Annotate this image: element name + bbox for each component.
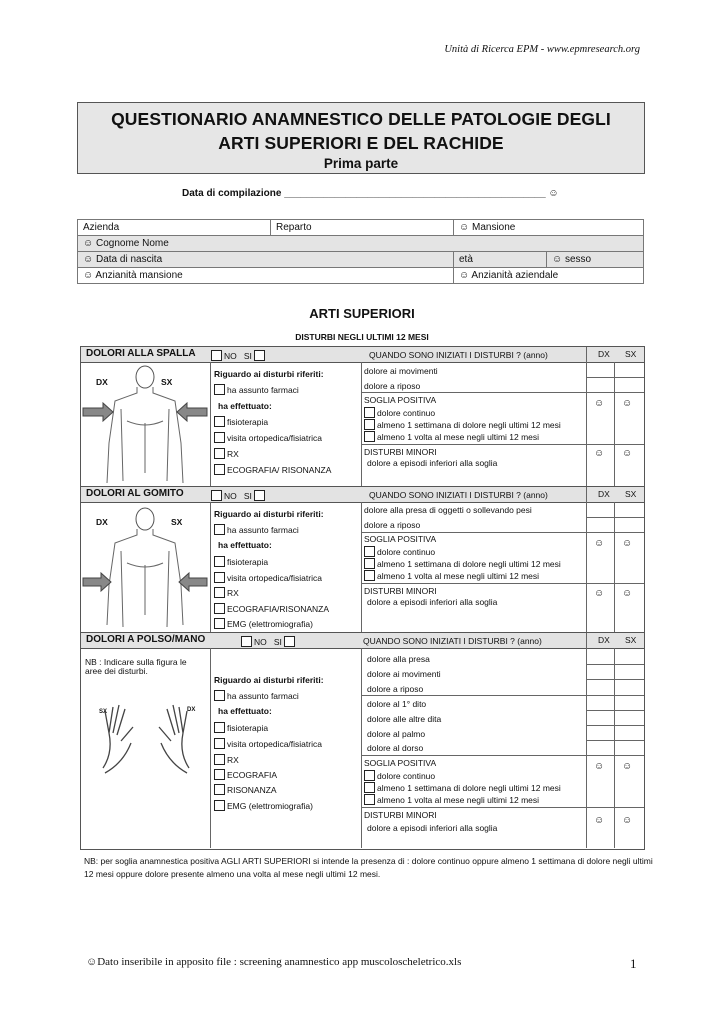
eco-label: ECOGRAFIA/ RISONANZA	[227, 465, 332, 475]
rx-checkbox[interactable]	[214, 754, 225, 765]
farmaci-label: ha assunto farmaci	[227, 385, 299, 395]
emg-label: EMG (elettromiografia)	[227, 619, 313, 629]
rx-label: RX	[227, 449, 239, 459]
settimana-checkbox[interactable]	[364, 558, 375, 569]
visita-checkbox[interactable]	[214, 572, 225, 583]
settimana-checkbox[interactable]	[364, 419, 375, 430]
emg-label: EMG (elettromiografia)	[227, 801, 313, 811]
arti-superiori-heading: ARTI SUPERIORI	[309, 306, 415, 321]
title-line2: ARTI SUPERIORI E DEL RACHIDE	[218, 133, 504, 153]
emg-checkbox[interactable]	[214, 800, 225, 811]
title-line1: QUESTIONARIO ANAMNESTICO DELLE PATOLOGIE DEGLI	[111, 109, 611, 129]
dx-label: DX	[96, 377, 108, 387]
minori-label: DISTURBI MINORI	[364, 586, 437, 596]
azienda-field[interactable]: Azienda	[78, 220, 271, 236]
polso-d4: dolore alle altre dita	[367, 714, 442, 724]
dx-label: DX	[598, 635, 610, 645]
title-subtitle: Prima parte	[323, 156, 399, 171]
polso-d1: dolore ai movimenti	[367, 669, 441, 679]
fisioterapia-checkbox[interactable]	[214, 416, 225, 427]
quando-label: QUANDO SONO INIZIATI I DISTURBI ? (anno)	[369, 350, 548, 360]
smile-icon: ☺	[594, 815, 605, 826]
section-gomito	[80, 486, 645, 634]
anz-mansione-field[interactable]: ☺ Anzianità mansione	[78, 268, 454, 284]
gomito-title: DOLORI AL GOMITO	[86, 488, 184, 499]
smile-icon: ☺	[622, 588, 633, 599]
si-label: SI	[243, 351, 252, 361]
visita-label: visita ortopedica/fisiatrica	[227, 433, 322, 443]
effettuato-label: ha effettuato:	[218, 540, 272, 550]
continuo-label: dolore continuo	[377, 771, 436, 781]
settimana-label: almeno 1 settimana di dolore negli ultimi 12 mesi	[377, 559, 561, 569]
mese-checkbox[interactable]	[364, 570, 375, 581]
eco-label: ECOGRAFIA	[227, 770, 278, 780]
cognome-field[interactable]: ☺ Cognome Nome	[78, 236, 644, 252]
smile-icon: ☺	[622, 398, 633, 409]
visita-checkbox[interactable]	[214, 432, 225, 443]
header-site: Unità di Ricerca EPM - www.epmresearch.org	[444, 44, 640, 55]
sx-label: SX	[625, 489, 637, 499]
rx-label: RX	[227, 588, 239, 598]
fisioterapia-label: fisioterapia	[227, 723, 269, 733]
minori-label: DISTURBI MINORI	[364, 447, 437, 457]
settimana-label: almeno 1 settimana di dolore negli ultimi 12 mesi	[377, 783, 561, 793]
mese-checkbox[interactable]	[364, 794, 375, 805]
spalla-si-checkbox[interactable]	[254, 350, 265, 361]
soglia-label: SOGLIA POSITIVA	[364, 534, 437, 544]
polso-si-checkbox[interactable]	[284, 636, 295, 647]
continuo-checkbox[interactable]	[364, 407, 375, 418]
sx-label: SX	[171, 517, 183, 527]
rx-checkbox[interactable]	[214, 448, 225, 459]
farmaci-checkbox[interactable]	[214, 690, 225, 701]
eco-label: ECOGRAFIA/RISONANZA	[227, 604, 330, 614]
mese-checkbox[interactable]	[364, 431, 375, 442]
minori-label: DISTURBI MINORI	[364, 810, 437, 820]
section-polso	[80, 632, 645, 850]
riguardo-label: Riguardo ai disturbi riferiti:	[214, 369, 324, 379]
info-table	[77, 219, 644, 284]
spalla-d2: dolore a riposo	[364, 381, 421, 391]
polso-d6: dolore al dorso	[367, 743, 424, 753]
polso-d2: dolore a riposo	[367, 684, 424, 694]
polso-d5: dolore al palmo	[367, 729, 426, 739]
mese-label: almeno 1 volta al mese negli ultimi 12 mesi	[377, 795, 540, 805]
title-box	[77, 102, 645, 174]
fisioterapia-label: fisioterapia	[227, 557, 269, 567]
continuo-label: dolore continuo	[377, 547, 436, 557]
fisioterapia-checkbox[interactable]	[214, 556, 225, 567]
effettuato-label: ha effettuato:	[218, 401, 272, 411]
polso-d0: dolore alla presa	[367, 654, 430, 664]
eco-checkbox[interactable]	[214, 603, 225, 614]
smile-icon: ☺	[594, 588, 605, 599]
soglia-label: SOGLIA POSITIVA	[364, 758, 437, 768]
soglia-label: SOGLIA POSITIVA	[364, 395, 437, 405]
quando-label: QUANDO SONO INIZIATI I DISTURBI ? (anno)	[369, 490, 548, 500]
no-label: NO	[224, 491, 237, 501]
mese-label: almeno 1 volta al mese negli ultimi 12 mesi	[377, 571, 540, 581]
risonanza-label: RISONANZA	[227, 785, 277, 795]
mese-label: almeno 1 volta al mese negli ultimi 12 mesi	[377, 432, 540, 442]
episodi-label: dolore a episodi inferiori alla soglia	[367, 823, 498, 833]
fisioterapia-label: fisioterapia	[227, 417, 269, 427]
no-label: NO	[254, 637, 267, 647]
farmaci-label: ha assunto farmaci	[227, 525, 299, 535]
eco-checkbox[interactable]	[214, 769, 225, 780]
sx-label: SX	[625, 349, 637, 359]
polso-no-checkbox[interactable]	[241, 636, 252, 647]
rx-label: RX	[227, 755, 239, 765]
visita-label: visita ortopedica/fisiatrica	[227, 739, 322, 749]
continuo-checkbox[interactable]	[364, 546, 375, 557]
dx-label: DX	[96, 517, 108, 527]
anz-aziendale-field[interactable]: ☺ Anzianità aziendale	[454, 268, 644, 284]
rx-checkbox[interactable]	[214, 587, 225, 598]
body-figure-elbow[interactable]	[81, 503, 209, 631]
gomito-si-checkbox[interactable]	[254, 490, 265, 501]
reparto-field[interactable]: Reparto	[271, 220, 454, 236]
sx-label: SX	[161, 377, 173, 387]
spalla-title: DOLORI ALLA SPALLA	[86, 348, 196, 359]
page-number: 1	[630, 956, 637, 971]
no-label: NO	[224, 351, 237, 361]
nascita-field[interactable]: ☺ Data di nascita	[78, 252, 454, 268]
dx-label: DX	[187, 707, 196, 713]
si-label: SI	[243, 491, 252, 501]
risonanza-checkbox[interactable]	[214, 784, 225, 795]
continuo-label: dolore continuo	[377, 408, 436, 418]
quando-label: QUANDO SONO INIZIATI I DISTURBI ? (anno)	[363, 636, 542, 646]
visita-label: visita ortopedica/fisiatrica	[227, 573, 322, 583]
episodi-label: dolore a episodi inferiori alla soglia	[367, 597, 498, 607]
eco-checkbox[interactable]	[214, 464, 225, 475]
section-spalla	[80, 346, 645, 488]
episodi-label: dolore a episodi inferiori alla soglia	[367, 458, 498, 468]
visita-checkbox[interactable]	[214, 738, 225, 749]
smile-icon: ☺	[622, 448, 633, 459]
dx-label: DX	[598, 349, 610, 359]
riguardo-label: Riguardo ai disturbi riferiti:	[214, 509, 324, 519]
sesso-field[interactable]: ☺ sesso	[547, 252, 644, 268]
polso-title: DOLORI A POLSO/MANO	[86, 634, 206, 645]
farmaci-checkbox[interactable]	[214, 524, 225, 535]
settimana-label: almeno 1 settimana di dolore negli ultimi 12 mesi	[377, 420, 561, 430]
fisioterapia-checkbox[interactable]	[214, 722, 225, 733]
dx-label: DX	[598, 489, 610, 499]
riguardo-label: Riguardo ai disturbi riferiti:	[214, 675, 324, 685]
spalla-no-checkbox[interactable]	[211, 350, 222, 361]
smile-icon: ☺	[594, 761, 605, 772]
disturbi-12-heading: DISTURBI NEGLI ULTIMI 12 MESI	[295, 332, 429, 342]
human-arms-icon	[81, 503, 209, 631]
smile-icon: ☺	[594, 398, 605, 409]
smile-icon: ☺	[622, 761, 633, 772]
continuo-checkbox[interactable]	[364, 770, 375, 781]
hands-figure[interactable]	[83, 693, 209, 783]
polso-nb: NB : Indicare sulla figura le aree dei disturbi.	[85, 657, 187, 676]
farmaci-checkbox[interactable]	[214, 384, 225, 395]
smile-icon: ☺	[622, 538, 633, 549]
nb-footer: NB: per soglia anamnestica positiva AGLI ARTI SUPERIORI si intende la presenza di : dolore continuo oppure almeno 1 settimana di dolore negli ultimi 12 mesi oppure dolore presente almeno una volta al mese negli ultimi 12 mesi.	[84, 856, 653, 879]
emg-checkbox[interactable]	[214, 618, 225, 629]
smile-icon: ☺	[594, 538, 605, 549]
si-label: SI	[273, 637, 282, 647]
hands-icon	[83, 693, 209, 783]
polso-d3: dolore al 1° dito	[367, 699, 427, 709]
sx-label: SX	[99, 709, 108, 715]
body-figure-shoulder[interactable]	[81, 363, 209, 485]
data-compilazione[interactable]: Data di compilazione _______________________________________________ ☺	[182, 188, 559, 199]
settimana-checkbox[interactable]	[364, 782, 375, 793]
gomito-d1: dolore alla presa di oggetti o sollevando pesi	[364, 505, 532, 515]
effettuato-label: ha effettuato:	[218, 706, 272, 716]
sx-label: SX	[625, 635, 637, 645]
footer-note: ☺Dato inseribile in apposito file : screening anamnestico app muscoloscheletrico.xls	[86, 956, 462, 968]
mansione-field[interactable]: ☺ Mansione	[454, 220, 644, 236]
gomito-no-checkbox[interactable]	[211, 490, 222, 501]
gomito-d2: dolore a riposo	[364, 520, 421, 530]
human-torso-icon	[81, 363, 209, 485]
smile-icon: ☺	[622, 815, 633, 826]
eta-field[interactable]: età	[454, 252, 547, 268]
smile-icon: ☺	[594, 448, 605, 459]
farmaci-label: ha assunto farmaci	[227, 691, 299, 701]
spalla-d1: dolore ai movimenti	[364, 366, 438, 376]
